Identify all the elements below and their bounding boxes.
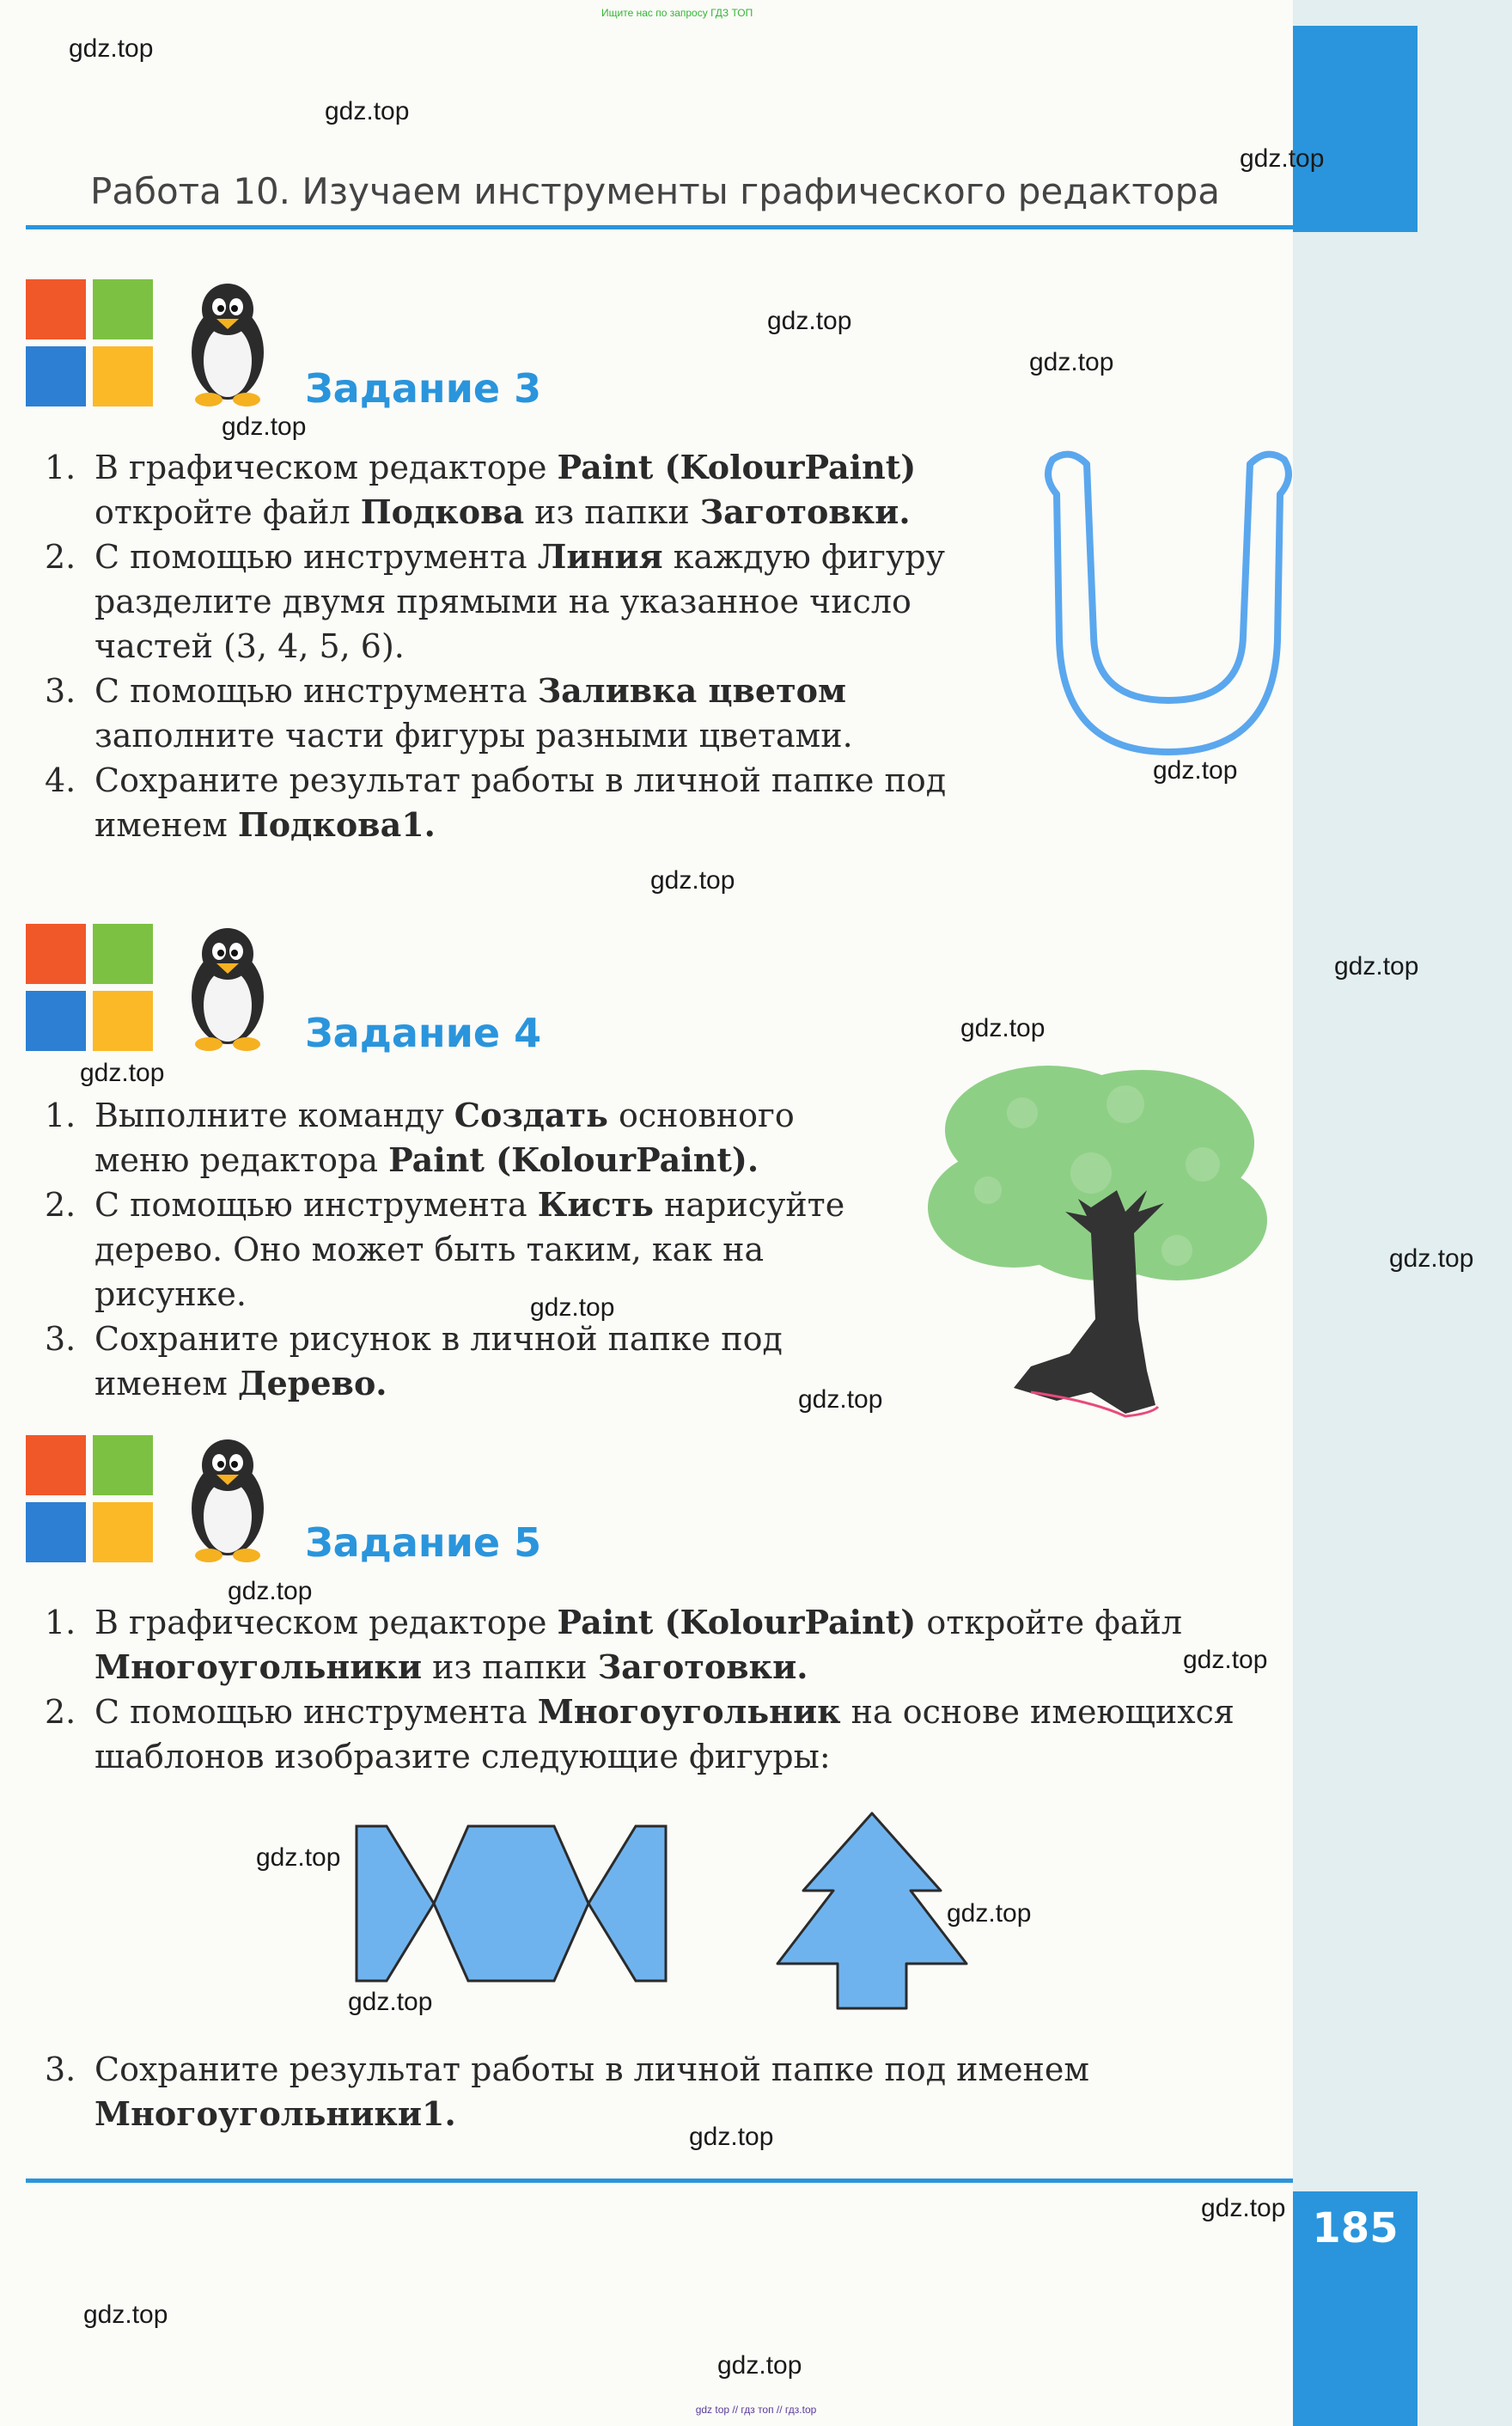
bowtie-polygon-figure bbox=[352, 1822, 670, 1985]
watermark: gdz.top bbox=[1201, 2194, 1286, 2222]
watermark: gdz.top bbox=[530, 1293, 615, 1322]
top-note: Ищите нас по запросу ГДЗ ТОП bbox=[601, 7, 753, 19]
bold-term: Подкова1. bbox=[237, 805, 436, 844]
watermark: gdz.top bbox=[689, 2123, 774, 2151]
bold-term: Дерево. bbox=[237, 1364, 387, 1402]
fir-tree-polygon-figure bbox=[769, 1809, 975, 2015]
watermark: gdz.top bbox=[1029, 348, 1114, 376]
instruction-text: С помощью инструмента bbox=[94, 1186, 538, 1224]
page-title: Работа 10. Изучаем инструменты графического редактора bbox=[90, 170, 1220, 212]
horseshoe-figure bbox=[1027, 443, 1310, 769]
watermark: gdz.top bbox=[228, 1577, 313, 1605]
instruction-text: С помощью инструмента bbox=[94, 1693, 538, 1731]
task-5-heading: Задание 5 bbox=[305, 1519, 542, 1566]
bold-term: Заготовки. bbox=[597, 1647, 808, 1686]
item-number: 2. bbox=[45, 1186, 76, 1224]
side-band bbox=[1293, 0, 1512, 2426]
watermark: gdz.top bbox=[80, 1059, 165, 1087]
instruction-item bbox=[26, 445, 979, 535]
instruction-text: из папки bbox=[422, 1648, 598, 1686]
instruction-text: В графическом редакторе bbox=[94, 449, 558, 486]
page-number: 185 bbox=[1312, 2204, 1399, 2252]
bottom-note: gdz top // гдз топ // гдз.top bbox=[695, 2404, 817, 2416]
watermark: gdz.top bbox=[650, 866, 735, 895]
task-4-list bbox=[26, 1093, 893, 1406]
instruction-item bbox=[26, 2047, 1297, 2136]
instruction-text: нарисуйте дерево. Оно может быть таким, как на рисунке. bbox=[94, 1186, 845, 1313]
windows-logo-icon bbox=[26, 924, 198, 1053]
watermark: gdz.top bbox=[947, 1899, 1032, 1928]
windows-logo-icon bbox=[26, 279, 198, 408]
watermark: gdz.top bbox=[767, 307, 852, 335]
instruction-text: В графическом редакторе bbox=[94, 1604, 558, 1641]
instruction-text: Выполните команду bbox=[94, 1097, 454, 1134]
watermark: gdz.top bbox=[798, 1385, 883, 1414]
watermark: gdz.top bbox=[1389, 1244, 1474, 1273]
item-number: 3. bbox=[45, 672, 76, 710]
bold-term: Создать bbox=[454, 1096, 608, 1134]
bold-term: Линия bbox=[537, 537, 663, 576]
task-3-list bbox=[26, 445, 979, 847]
bold-term: Paint (KolourPaint) bbox=[557, 1603, 917, 1641]
bold-term: Заливка цветом bbox=[537, 671, 847, 710]
instruction-text: основного меню редактора bbox=[94, 1097, 795, 1179]
watermark: gdz.top bbox=[325, 97, 410, 125]
bold-term: Заготовки. bbox=[699, 492, 911, 531]
instruction-text: откройте файл bbox=[94, 493, 361, 531]
footer-rule bbox=[26, 2179, 1293, 2183]
bold-term: Многоугольники1. bbox=[94, 2094, 456, 2133]
item-number: 1. bbox=[45, 449, 76, 486]
instruction-item bbox=[26, 1600, 1297, 1690]
watermark: gdz.top bbox=[1183, 1646, 1268, 1674]
header-rule bbox=[26, 225, 1418, 229]
instruction-item bbox=[26, 1690, 1297, 1779]
instruction-text: заполните части фигуры разными цветами. bbox=[94, 717, 853, 755]
task-3-heading: Задание 3 bbox=[305, 365, 542, 412]
penguin-icon bbox=[180, 924, 275, 1053]
instruction-text: откройте файл bbox=[916, 1604, 1182, 1641]
instruction-text: Сохраните результат работы в личной папке под именем bbox=[94, 2050, 1089, 2088]
instruction-item bbox=[26, 535, 979, 669]
bold-term: Кисть bbox=[537, 1185, 654, 1224]
windows-logo-icon bbox=[26, 1435, 198, 1564]
instruction-text: С помощью инструмента bbox=[94, 538, 538, 576]
instruction-item bbox=[26, 758, 979, 847]
item-number: 3. bbox=[45, 2050, 76, 2088]
watermark: gdz.top bbox=[256, 1843, 341, 1872]
penguin-icon bbox=[180, 1435, 275, 1564]
watermark: gdz.top bbox=[348, 1988, 433, 2016]
bold-term: Paint (KolourPaint). bbox=[388, 1140, 759, 1179]
penguin-icon bbox=[180, 279, 275, 408]
instruction-item bbox=[26, 1093, 893, 1182]
tree-figure bbox=[919, 1061, 1297, 1431]
bold-term: Paint (KolourPaint) bbox=[557, 448, 917, 486]
instruction-text: из папки bbox=[524, 493, 700, 531]
item-number: 3. bbox=[45, 1320, 76, 1358]
item-number: 1. bbox=[45, 1097, 76, 1134]
bold-term: Подкова bbox=[360, 492, 525, 531]
task-5-list bbox=[26, 1600, 1297, 1779]
item-number: 4. bbox=[45, 761, 76, 799]
item-number: 1. bbox=[45, 1604, 76, 1641]
watermark: gdz.top bbox=[1334, 952, 1419, 981]
bold-term: Многоугольники bbox=[94, 1647, 423, 1686]
item-number: 2. bbox=[45, 538, 76, 576]
side-tab bbox=[1293, 26, 1418, 232]
watermark: gdz.top bbox=[222, 412, 307, 441]
bold-term: Многоугольник bbox=[537, 1692, 841, 1731]
watermark: gdz.top bbox=[717, 2351, 802, 2380]
item-number: 2. bbox=[45, 1693, 76, 1731]
instruction-item bbox=[26, 669, 979, 758]
instruction-text: С помощью инструмента bbox=[94, 672, 538, 710]
instruction-item bbox=[26, 1182, 893, 1317]
watermark: gdz.top bbox=[1153, 756, 1238, 785]
instruction-text: Сохраните рисунок в личной папке под именем bbox=[94, 1320, 783, 1402]
instruction-item bbox=[26, 1317, 893, 1406]
instruction-text: на основе имеющихся шаблонов изобразите следующие фигуры: bbox=[94, 1693, 1235, 1775]
watermark: gdz.top bbox=[960, 1014, 1046, 1042]
watermark: gdz.top bbox=[69, 34, 154, 63]
task-4-heading: Задание 4 bbox=[305, 1010, 542, 1056]
instruction-text: Сохраните результат работы в личной папке под именем bbox=[94, 761, 947, 844]
task-5-final-item bbox=[26, 2047, 1297, 2136]
watermark: gdz.top bbox=[1240, 144, 1325, 173]
watermark: gdz.top bbox=[83, 2301, 168, 2329]
instruction-text: каждую фигуру разделите двумя прямыми на указанное число частей (3, 4, 5, 6). bbox=[94, 538, 945, 665]
